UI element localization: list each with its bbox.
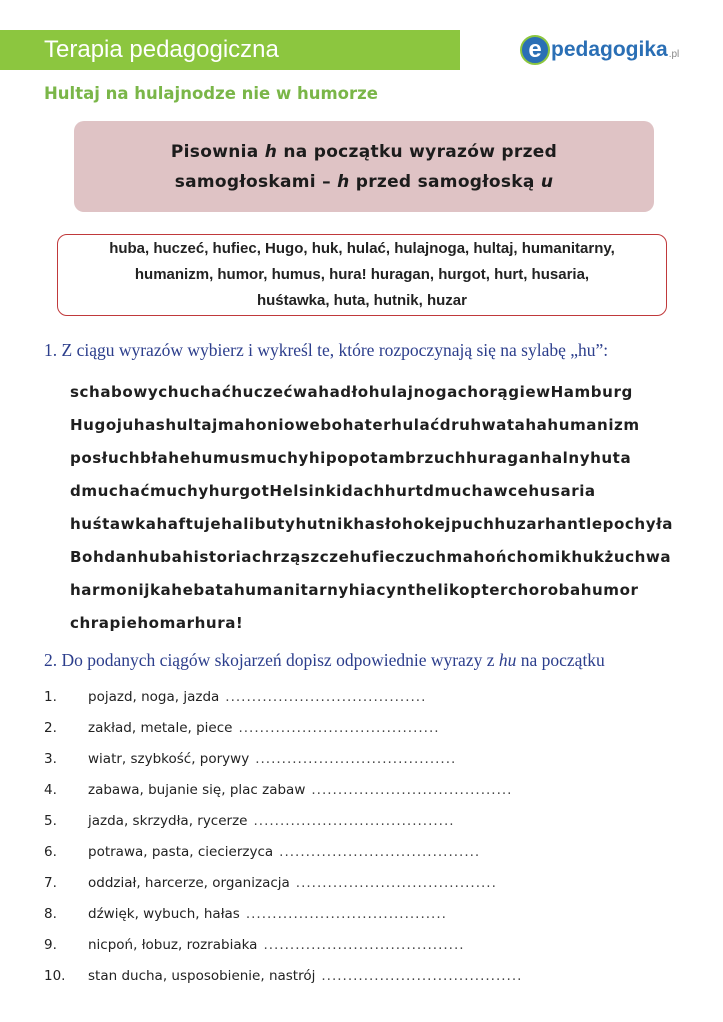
word-list	[89, 236, 635, 314]
logo-tld: .pl	[668, 48, 680, 60]
letter-chain-line[interactable]: huśtawkahaftujehalibutyhutnikhasłohokejpuchhuzarhantlepochyła	[70, 515, 673, 533]
epedagogika-logo	[520, 30, 679, 70]
item-number: 10.	[44, 968, 66, 984]
association-list	[44, 682, 684, 992]
association-item	[44, 682, 684, 713]
answer-line[interactable]: ......................................	[321, 968, 523, 984]
item-number: 1.	[44, 689, 57, 705]
association-item	[44, 868, 684, 899]
rule-line1-b: na początku wyrazów przed	[277, 141, 558, 162]
word-list-line: humanizm, humor, humus, hura! huragan, hurgot, hurt, husaria,	[134, 266, 590, 283]
item-clues: jazda, skrzydła, rycerze	[88, 813, 248, 829]
item-clues: nicpoń, łobuz, rozrabiaka	[88, 937, 258, 953]
association-item	[44, 930, 684, 961]
item-clues: oddział, harcerze, organizacja	[88, 875, 290, 891]
logo-e-icon: e	[520, 35, 550, 65]
association-item	[44, 713, 684, 744]
logo-name: pedagogika	[551, 38, 668, 61]
letter-chain-line[interactable]: Hugojuhashultajmahoniowebohaterhulaćdruhwatahahumanizm	[70, 416, 640, 434]
word-list-line: huśtawka, huta, hutnik, huzar	[256, 292, 467, 309]
association-item	[44, 899, 684, 930]
item-number: 5.	[44, 813, 57, 829]
rule-line1-a: Pisownia	[170, 141, 265, 162]
item-number: 9.	[44, 937, 57, 953]
answer-line[interactable]: ......................................	[279, 844, 481, 860]
task2-title-b: na początku	[516, 650, 605, 670]
association-item	[44, 775, 684, 806]
item-number: 6.	[44, 844, 57, 860]
answer-line[interactable]: ......................................	[263, 937, 465, 953]
task1-title: 1. Z ciągu wyrazów wybierz i wykreśl te, które rozpoczynają się na sylabę „hu”:	[44, 340, 609, 360]
item-clues: wiatr, szybkość, porywy	[88, 751, 250, 767]
rule-line2-a: samogłoskami –	[174, 171, 338, 192]
letter-chain-line[interactable]: dmuchaćmuchyhurgotHelsinkidachhurtdmuchawcehusaria	[70, 482, 596, 500]
association-item	[44, 961, 684, 992]
item-number: 7.	[44, 875, 57, 891]
letter-chain-line[interactable]: harmonijkahebatahumanitarnyhiacynthelikopterchorobahumor	[70, 581, 639, 599]
rule-line1-h: h	[264, 141, 278, 162]
item-number: 3.	[44, 751, 57, 767]
item-clues: stan ducha, usposobienie, nastrój	[88, 968, 316, 984]
word-list-line: huba, huczeć, hufiec, Hugo, huk, hulać, hulajnoga, hultaj, humanitarny,	[109, 240, 615, 257]
answer-line[interactable]: ......................................	[255, 751, 457, 767]
letter-chain-line[interactable]: schabowychuchaćhuczećwahadłohulajnogachorągiewHamburg	[70, 383, 633, 401]
letter-chain-line[interactable]: posłuchbłahehumusmuchyhipopotambrzuchhuraganhalnyhuta	[70, 449, 632, 467]
letter-chain-line[interactable]: Bohdanhubahistoriachrząszczehufieczuchmahońchomikhukżuchwa	[70, 548, 672, 566]
letter-chain	[70, 376, 673, 640]
task2-title-a: 2. Do podanych ciągów skojarzeń dopisz odpowiednie wyrazy z	[44, 650, 499, 670]
rule-line2-b: przed samogłoską	[349, 171, 541, 192]
answer-line[interactable]: ......................................	[295, 875, 497, 891]
rule-text	[171, 137, 557, 197]
item-clues: dźwięk, wybuch, hałas	[88, 906, 240, 922]
answer-line[interactable]: ......................................	[311, 782, 513, 798]
item-number: 4.	[44, 782, 57, 798]
answer-line[interactable]: ......................................	[238, 720, 440, 736]
item-clues: zakład, metale, piece	[88, 720, 233, 736]
task2-title-hu: hu	[498, 650, 517, 670]
item-number: 2.	[44, 720, 57, 736]
page-title: Terapia pedagogiczna	[44, 36, 279, 63]
association-item	[44, 806, 684, 837]
answer-line[interactable]: ......................................	[245, 906, 447, 922]
letter-chain-line[interactable]: chrapiehomarhura!	[70, 614, 244, 632]
answer-line[interactable]: ......................................	[253, 813, 455, 829]
item-number: 8.	[44, 906, 57, 922]
rule-box	[74, 121, 654, 212]
header-bar	[0, 30, 460, 70]
association-item	[44, 837, 684, 868]
answer-line[interactable]: ......................................	[225, 689, 427, 705]
item-clues: pojazd, noga, jazda	[88, 689, 220, 705]
task2-title	[44, 650, 605, 671]
rule-line2-u: u	[540, 171, 554, 192]
rule-line2-h: h	[337, 171, 350, 192]
item-clues: zabawa, bujanie się, plac zabaw	[88, 782, 306, 798]
item-clues: potrawa, pasta, ciecierzyca	[88, 844, 274, 860]
words-box	[57, 234, 667, 316]
worksheet-subtitle: Hultaj na hulajnodze nie w humorze	[44, 84, 378, 103]
association-item	[44, 744, 684, 775]
